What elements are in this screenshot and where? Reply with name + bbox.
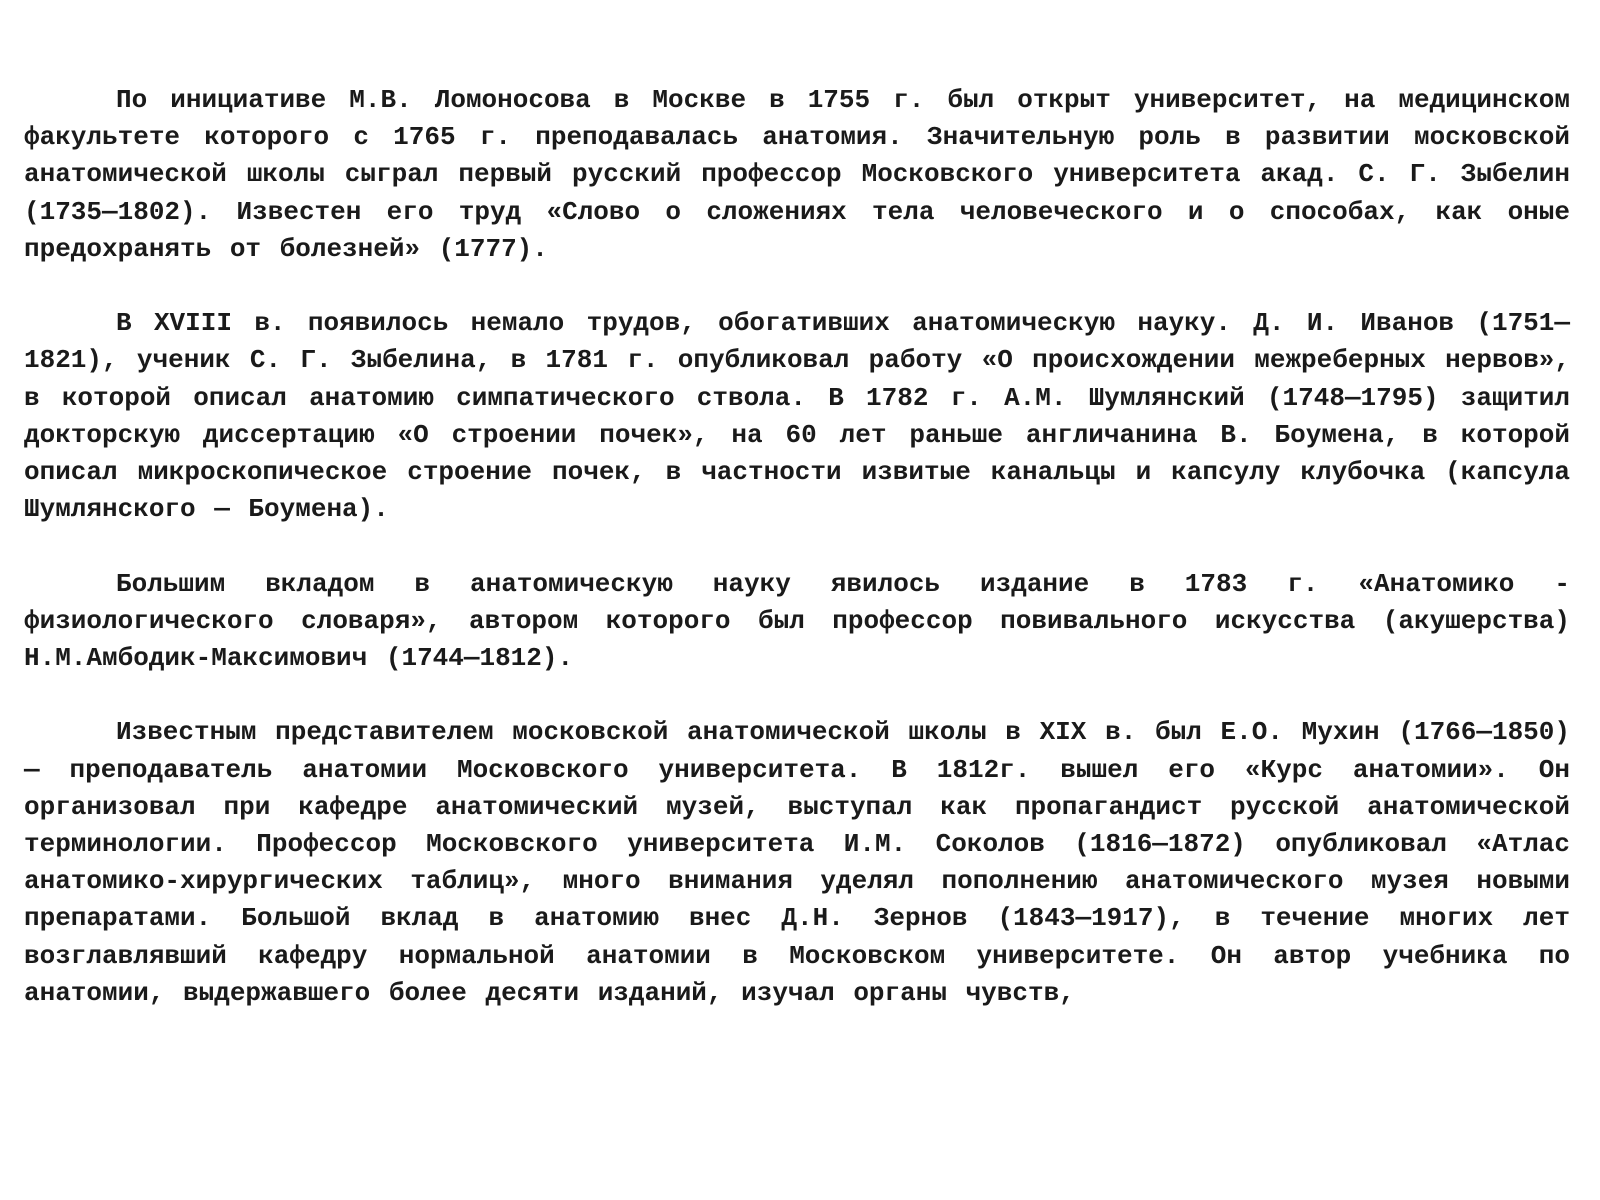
paragraph-18th-century-works: В XVIII в. появилось немало трудов, обогативших анатомическую науку. Д. И. Иванов (1751—1821), ученик С. Г. Зыбелина, в 1781 г. опубликовал работу «О происхождении межреберных нервов», в которой описал анатомию симпатического ствола. В 1782 г. А.М. Шумлянский (1748—1795) защитил докторскую диссертацию «О строении почек», на 60 лет раньше англичанина В. Боумена, в которой описал микроскопическое строение почек, в частности извитые канальцы и капсулу клубочка (капсула Шумлянского — Боумена). [24,308,1570,525]
paragraph-lomonosov-university: По инициативе М.В. Ломоносова в Москве в 1755 г. был открыт университет, на медицинском факультете которого с 1765 г. преподавалась анатомия. Значительную роль в развитии московской анатомической школы сыграл первый русский профессор Московского университета акад. С. Г. Зыбелин (1735—1802). Известен его труд «Слово о сложениях тела человеческого и о способах, как оные предохранять от болезней» (1777). [24,85,1570,264]
document-page [24,82,1570,1012]
paragraph-19th-century-school: Известным представителем московской анатомической школы в XIX в. был Е.О. Мухин (1766—1850) — преподаватель анатомии Московского университета. В 1812г. вышел его «Курс анатомии». Он организовал при кафедре анатомический музей, выступал как пропагандист русской анатомической терминологии. Профессор Московского университета И.М. Соколов (1816—1872) опубликовал «Атлас анатомико-хирургических таблиц», много внимания уделял пополнению анатомического музея новыми препаратами. Большой вклад в анатомию внес Д.Н. Зернов (1843—1917), в течение многих лет возглавлявший кафедру нормальной анатомии в Московском университете. Он автор учебника по анатомии, выдержавшего более десяти изданий, изучал органы чувств, [24,717,1570,1008]
paragraph-anatomical-dictionary: Большим вкладом в анатомическую науку явилось издание в 1783 г. «Анатомико - физиологического словаря», автором которого был профессор повивального искусства (акушерства) Н.М.Амбодик-Максимович (1744—1812). [24,568,1570,674]
